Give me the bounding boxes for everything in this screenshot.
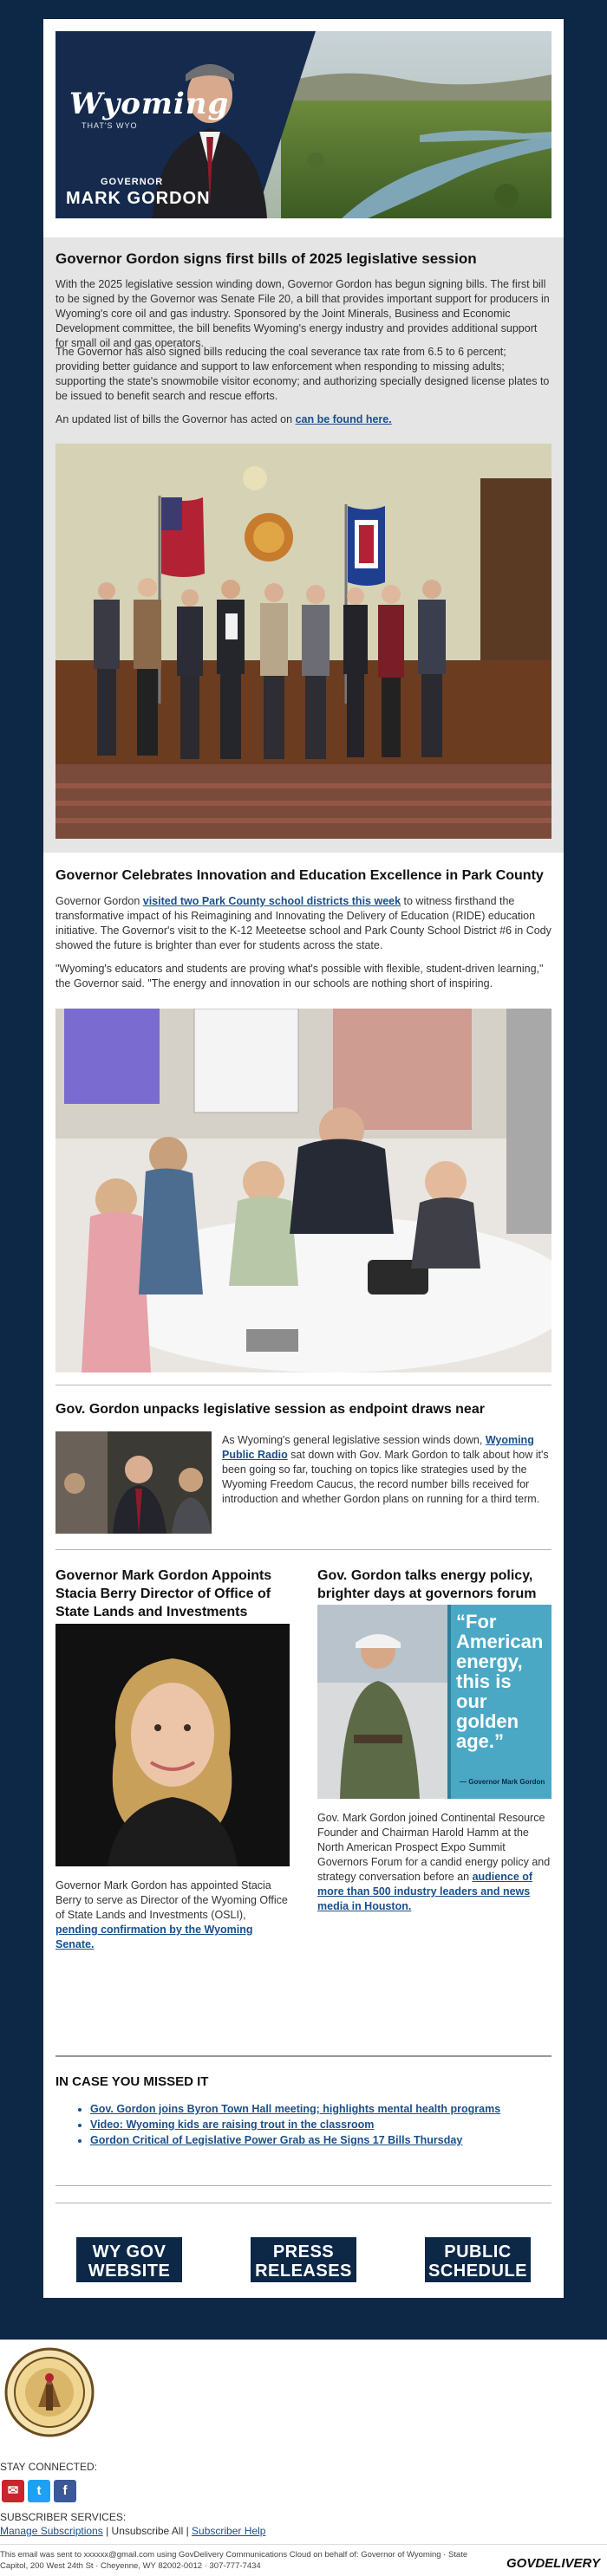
missed-it-link[interactable]: Gov. Gordon joins Byron Town Hall meeting; highlights mental health programs [90,2103,501,2115]
unsubscribe-all-link[interactable]: Unsubscribe All [111,2525,184,2537]
footer-separator: | [102,2525,112,2537]
twitter-icon[interactable]: t [28,2480,50,2502]
energy-quote-line: golden [456,1710,519,1732]
wy-gov-website-button-line1: WY GOV [92,2242,166,2261]
energy-forum-quote-graphic [317,1605,552,1799]
legal-notice [0,2549,503,2572]
divider [55,1549,552,1550]
subscriber-links [0,2525,265,2537]
govdelivery-logo[interactable]: GOVDELIVERY [506,2556,601,2571]
public-schedule-button-line1: PUBLIC [444,2242,512,2261]
story3-headline: Gov. Gordon unpacks legislative session as endpoint draws near [55,1402,485,1417]
energy-quote-line: our [456,1690,487,1712]
story1-headline: Governor Gordon signs first bills of 2025 legislative session [55,250,477,267]
story2-paragraph-1 [55,894,552,953]
press-releases-button-line1: PRESS [272,2242,335,2261]
footer-separator: | [183,2525,193,2537]
story5-paragraph-pre: Gov. Mark Gordon joined Continental Resource Founder and Chairman Harold Hamm at the North American Prospect Expo Summit Governors Forum for a candid energy policy and strategy conversation before an [317,1812,551,1883]
houston-audience-link[interactable]: audience of more than 500 industry leaders and news media in Houston. [317,1871,533,1912]
subscriber-services-label: SUBSCRIBER SERVICES: [0,2511,127,2523]
energy-quote [456,1612,543,1751]
facebook-icon[interactable]: f [54,2480,76,2502]
bill-signing-group-photo [55,444,552,839]
missed-it-item [90,2102,524,2116]
park-county-visit-link[interactable]: visited two Park County school districts this week [142,895,401,907]
story1-paragraph-3 [55,412,552,427]
energy-quote-line: American [456,1631,544,1652]
email-updates-icon[interactable]: ✉ [2,2480,24,2502]
footer-divider [0,2544,607,2545]
story3-paragraph [222,1433,552,1507]
banner-title-name: MARK GORDON [66,189,211,208]
story3-paragraph-post: sat down with Gov. Mark Gordon to talk about how it's been going so far, touching on topics like strategies used by the Wyoming Freedom Caucus, the record number bills received for introduction and whether Gordon plans on running for a third term. [222,1449,549,1505]
newsletter-card [43,19,564,2298]
story1-paragraph-2: The Governor has also signed bills reducing the coal severance tax rate from 6.5 to 6 percent; providing better guidance and support to law enforcement when responding to missing adults; supporting the state's snowmobile visitor economy; and authorizing specially designed license plates to be issued to benefit search and rescue efforts. [55,346,550,402]
wyoming-logo: Wyoming [69,87,230,121]
public-schedule-button[interactable] [425,2237,531,2282]
banner-title-governor: GOVERNOR [101,177,164,187]
wy-gov-website-button[interactable] [76,2237,182,2282]
story2-paragraph-1-post: to witness firsthand the transformative impact of his Reimagining and Innovating the Delivery of Education (RIDE) education initiative. The Governor's visit to the K-12 Meeteetse school and Park County School District #6 in Cody showed the future is brighter than ever for students across the state. [55,895,552,951]
divider [55,2055,552,2057]
wyoming-public-radio-link[interactable]: Wyoming Public Radio [222,1434,534,1461]
classroom-visit-photo [55,1009,552,1372]
story4-paragraph-pre: Governor Mark Gordon has appointed Stacia Berry to serve as Director of the Wyoming Office of State Lands and Investments (OSLI), [55,1879,288,1921]
wyoming-logo-tagline: THAT'S WYO [82,121,138,130]
missed-it-item [90,2118,524,2132]
bills-list-link[interactable]: can be found here. [295,413,392,425]
missed-it-link[interactable]: Video: Wyoming kids are raising trout in the classroom [90,2119,375,2131]
stay-connected-label: STAY CONNECTED: [0,2461,98,2473]
stacia-berry-portrait [55,1624,290,1866]
legal-notice-line2: Capitol, 200 West 24th St · Cheyenne, WY 82002-0012 · 307-777-7434 [0,2561,261,2571]
story2-headline: Governor Celebrates Innovation and Education Excellence in Park County [55,868,544,883]
energy-quote-line: this is [456,1671,512,1692]
wyoming-state-seal-icon [3,2346,95,2438]
story4-headline: Governor Mark Gordon Appoints Stacia Berry Director of Office of State Lands and Investments [55,1568,272,1619]
senate-confirmation-link[interactable]: pending confirmation by the Wyoming Senate. [55,1924,253,1950]
press-releases-button[interactable] [251,2237,356,2282]
missed-it-list [90,2102,524,2149]
story2-paragraph-2: "Wyoming's educators and students are proving what's possible with flexible, student-driven learning," the Governor said. "The energy and innovation in our schools are nothing short of inspiring. [55,963,544,990]
missed-it-heading: IN CASE YOU MISSED IT [55,2074,209,2089]
divider [55,2185,552,2186]
wy-gov-website-button-line2: WEBSITE [88,2261,171,2281]
legal-notice-line1: This email was sent to xxxxxx@gmail.com using GovDelivery Communications Cloud on behalf of: Governor of Wyoming · State [0,2550,468,2560]
story4-paragraph [55,1878,290,1952]
footer-divider [0,2339,607,2340]
story2-paragraph-1-pre: Governor Gordon [55,895,143,907]
manage-subscriptions-link[interactable]: Manage Subscriptions [0,2525,103,2537]
story1-paragraph-1: With the 2025 legislative session winding down, Governor Gordon has begun signing bills. The first bill to be signed by the Governor was Senate File 20, a bill that provides important support for producers in Wyoming's core oil and gas industry. Sponsored by the Joint Minerals, Business and Economic Development committee, the bill benefits Wyoming's energy industry and provides additional support for small oil and gas operators. [55,278,550,349]
press-releases-button-line2: RELEASES [255,2261,352,2281]
header-banner [55,31,552,218]
subscriber-help-link[interactable]: Subscriber Help [192,2525,266,2537]
public-schedule-button-line2: SCHEDULE [428,2261,527,2281]
energy-quote-line: age.” [456,1730,505,1752]
radio-interview-thumbnail[interactable] [55,1431,212,1534]
story1-paragraph-3-text: An updated list of bills the Governor has acted on [55,413,296,425]
energy-quote-attribution: — Governor Mark Gordon [460,1778,545,1786]
story5-paragraph [317,1811,552,1914]
energy-quote-line: energy, [456,1651,523,1672]
story5-headline: Gov. Gordon talks energy policy, brighter days at governors forum [317,1568,537,1601]
story3-paragraph-pre: As Wyoming's general legislative session winds down, [222,1434,486,1446]
missed-it-link[interactable]: Gordon Critical of Legislative Power Grab as He Signs 17 Bills Thursday [90,2134,463,2146]
energy-quote-line: “For [456,1611,497,1632]
missed-it-item [90,2133,524,2147]
